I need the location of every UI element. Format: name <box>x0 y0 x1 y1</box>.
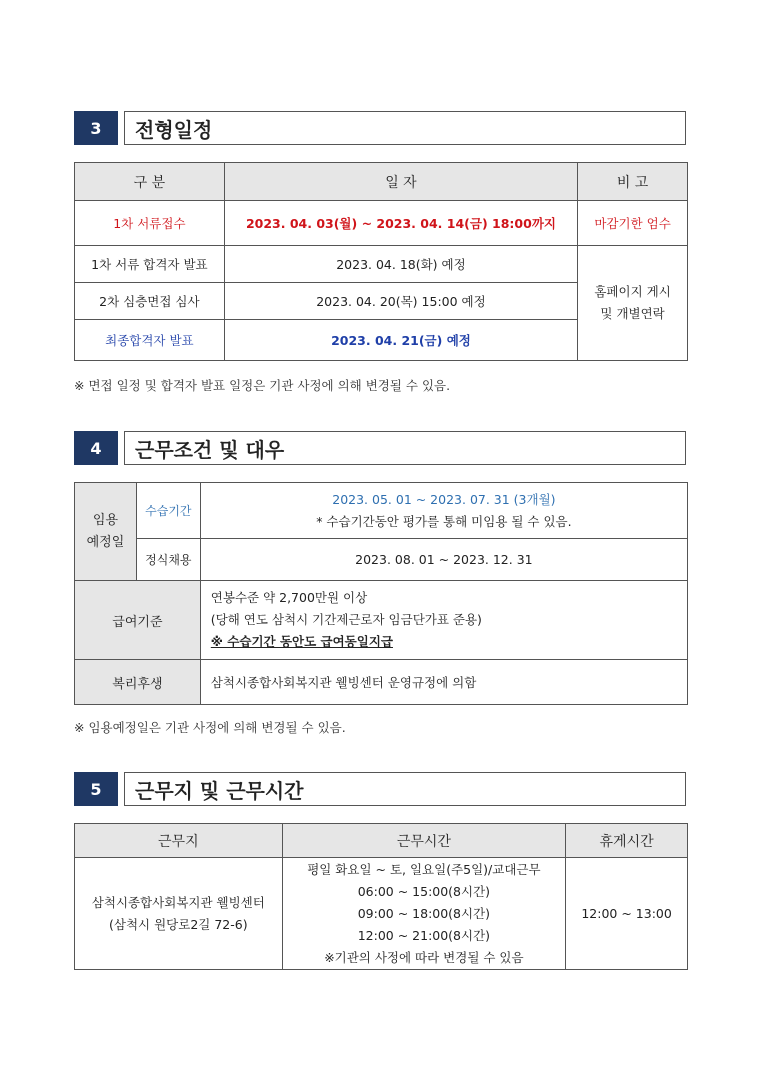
hours-cell <box>282 858 566 970</box>
salary-line: (당해 연도 삼척시 기간제근로자 임금단가표 준용) <box>210 612 482 627</box>
row-label: 1차 서류접수 <box>75 201 225 246</box>
table-row <box>75 539 688 581</box>
label-line: 예정일 <box>86 534 125 550</box>
schedule-table <box>74 162 688 361</box>
table-row <box>75 246 688 283</box>
workplace-line: 삼척시종합사회복지관 웰빙센터 <box>91 894 265 910</box>
salary-line: ※ 수습기간 동안도 급여동일지급 <box>210 634 393 649</box>
welfare-text: 삼척시종합사회복지관 웰빙센터 운영규정에 의함 <box>200 660 687 705</box>
col-header: 근무시간 <box>282 824 566 858</box>
hours-line: 09:00 ~ 18:00(8시간) <box>357 905 491 921</box>
col-header: 휴게시간 <box>566 824 688 858</box>
table-row <box>75 581 688 660</box>
merged-note <box>578 246 688 361</box>
section-number: 3 <box>74 111 118 145</box>
row-label: 2차 심층면접 심사 <box>75 283 225 320</box>
table-row <box>75 660 688 705</box>
row-date: 2023. 04. 20(목) 15:00 예정 <box>224 283 577 320</box>
table-row <box>75 483 688 539</box>
section-title: 근무지 및 근무시간 <box>124 772 686 806</box>
probation-note: * 수습기간동안 평가를 통해 미임용 될 수 있음. <box>316 513 572 529</box>
footnote: ※ 임용예정일은 기관 사정에 의해 변경될 수 있음. <box>74 720 346 735</box>
probation-cell <box>200 483 687 539</box>
row-date: 2023. 04. 18(화) 예정 <box>224 246 577 283</box>
salary-line: 연봉수준 약 2,700만원 이상 <box>210 590 368 605</box>
appointment-label <box>75 483 137 581</box>
regular-period: 2023. 08. 01 ~ 2023. 12. 31 <box>200 539 687 581</box>
section-5-heading <box>74 772 686 806</box>
row-date: 2023. 04. 21(금) 예정 <box>224 320 577 361</box>
section-number: 4 <box>74 431 118 465</box>
break-time: 12:00 ~ 13:00 <box>566 858 688 970</box>
section-3-heading <box>74 111 686 145</box>
table-row <box>75 201 688 246</box>
hours-line: 06:00 ~ 15:00(8시간) <box>357 883 491 899</box>
workplace-cell <box>75 858 283 970</box>
merged-note-line: 및 개별연락 <box>600 306 665 321</box>
workplace-table <box>74 823 688 970</box>
hours-line: 평일 화요일 ~ 토, 일요일(주5일)/교대근무 <box>307 861 541 877</box>
section-4-heading <box>74 431 686 465</box>
salary-label: 급여기준 <box>75 581 201 660</box>
row-label: 최종합격자 발표 <box>75 320 225 361</box>
workplace-line: (삼척시 원당로2길 72-6) <box>109 916 248 932</box>
welfare-label: 복리후생 <box>75 660 201 705</box>
row-note: 마감기한 엄수 <box>578 201 688 246</box>
section-title: 근무조건 및 대우 <box>124 431 686 465</box>
conditions-table <box>74 482 688 705</box>
row-date: 2023. 04. 03(월) ~ 2023. 04. 14(금) 18:00까지 <box>224 201 577 246</box>
section-number: 5 <box>74 772 118 806</box>
col-header: 근무지 <box>75 824 283 858</box>
section-title: 전형일정 <box>124 111 686 145</box>
regular-label: 정식채용 <box>136 539 200 581</box>
label-line: 임용 <box>92 512 119 528</box>
row-label: 1차 서류 합격자 발표 <box>75 246 225 283</box>
merged-note-line: 홈페이지 게시 <box>594 284 671 299</box>
col-header: 구 분 <box>75 163 225 201</box>
col-header: 일 자 <box>224 163 577 201</box>
salary-cell <box>200 581 687 660</box>
probation-period: 2023. 05. 01 ~ 2023. 07. 31 (3개월) <box>332 491 556 507</box>
col-header: 비 고 <box>578 163 688 201</box>
hours-line: ※기관의 사정에 따라 변경될 수 있음 <box>324 949 524 965</box>
probation-label: 수습기간 <box>136 483 200 539</box>
footnote: ※ 면접 일정 및 합격자 발표 일정은 기관 사정에 의해 변경될 수 있음. <box>74 378 451 393</box>
hours-line: 12:00 ~ 21:00(8시간) <box>357 927 491 943</box>
table-row <box>75 858 688 970</box>
